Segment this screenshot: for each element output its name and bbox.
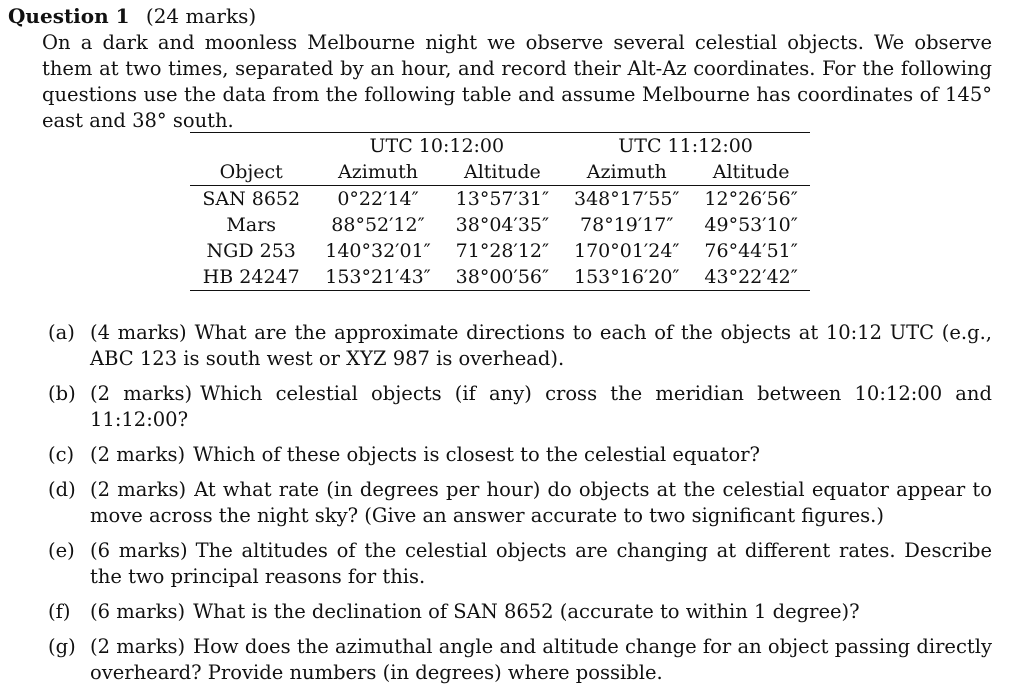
table-row: [190, 238, 810, 264]
subquestion-b: [48, 381, 992, 433]
subquestion-text: What are the approximate directions to each of the objects at 10:12 UTC (e.g., ABC 123 is south west or XYZ 987 is overhead).: [90, 321, 992, 370]
subquestion-letter: (b): [48, 382, 76, 405]
subquestion-marks: (6 marks): [90, 539, 188, 562]
table-row: [190, 212, 810, 238]
subquestion-c: [48, 442, 992, 468]
cell-object: HB 24247: [190, 264, 312, 291]
cell-azimuth-1: 0°22′14″: [312, 186, 443, 213]
subquestion-marks: (4 marks): [90, 321, 187, 344]
subquestion-g: [48, 634, 992, 686]
question-marks: (24 marks): [145, 4, 257, 28]
subquestion-marks: (2 marks): [90, 443, 186, 466]
subquestion-e: [48, 538, 992, 590]
cell-azimuth-2: 348°17′55″: [561, 186, 692, 213]
column-header-object: Object: [219, 161, 283, 183]
cell-altitude-2: 43°22′42″: [692, 264, 810, 291]
subquestion-letter: (a): [48, 321, 75, 344]
cell-azimuth-1: 153°21′43″: [312, 264, 443, 291]
subquestion-text: Which celestial objects (if any) cross the meridian between 10:12:00 and 11:12:00?: [90, 382, 992, 431]
cell-altitude-2: 12°26′56″: [692, 186, 810, 213]
subquestion-list: [48, 320, 992, 695]
cell-altitude-1: 71°28′12″: [455, 240, 550, 262]
column-header-altitude-1: Altitude: [463, 161, 541, 183]
column-header-altitude-2: Altitude: [712, 161, 790, 183]
cell-azimuth-1: 140°32′01″: [325, 240, 431, 262]
subquestion-text: At what rate (in degrees per hour) do objects at the celestial equator appear to move across the night sky? (Give an answer accurate to two significant figures.): [90, 478, 992, 527]
cell-altitude-1: 13°57′31″: [444, 186, 562, 213]
question-title: Question 1: [8, 4, 130, 28]
subquestion-letter: (d): [48, 478, 76, 501]
subquestion-text: How does the azimuthal angle and altitude change for an object passing directly overheard? Provide numbers (in degrees) where possible.: [90, 635, 992, 684]
subquestion-letter: (g): [48, 635, 76, 658]
cell-azimuth-2: 170°01′24″: [573, 240, 680, 262]
cell-object: Mars: [226, 214, 277, 236]
time-header-empty: [190, 133, 312, 160]
table-row: [190, 186, 810, 213]
table-row: [190, 264, 810, 291]
subquestion-d: [48, 477, 992, 529]
cell-object: NGD 253: [206, 240, 296, 262]
column-header-row: [190, 159, 810, 186]
subquestion-text: The altitudes of the celestial objects are changing at different rates. Describe the two principal reasons for this.: [90, 539, 992, 588]
question-intro: On a dark and moonless Melbourne night we observe several celestial objects. We observe them at two times, separated by an hour, and record their Alt-Az coordinates. For the following questions use the data from the following table and assume Melbourne has coordinates of 145° east and 38° south.: [42, 31, 992, 132]
time-header-row: [190, 133, 810, 160]
time-header-first: UTC 10:12:00: [312, 133, 561, 160]
column-header-azimuth-2: Azimuth: [586, 161, 667, 183]
subquestion-letter: (f): [48, 600, 71, 623]
subquestion-marks: (2 marks): [90, 635, 186, 658]
cell-altitude-2: 76°44′51″: [704, 240, 798, 262]
time-header-second: UTC 11:12:00: [561, 133, 810, 160]
observation-table: [190, 132, 810, 291]
subquestion-marks: (6 marks): [90, 600, 186, 623]
cell-altitude-1: 38°04′35″: [455, 214, 550, 236]
cell-azimuth-2: 153°16′20″: [561, 264, 692, 291]
subquestion-text: What is the declination of SAN 8652 (accurate to within 1 degree)?: [193, 600, 860, 623]
subquestion-a: [48, 320, 992, 372]
cell-altitude-2: 49°53′10″: [704, 214, 798, 236]
cell-azimuth-2: 78°19′17″: [580, 214, 674, 236]
subquestion-text: Which of these objects is closest to the celestial equator?: [193, 443, 760, 466]
subquestion-letter: (e): [48, 539, 75, 562]
subquestion-f: [48, 599, 992, 625]
cell-azimuth-1: 88°52′12″: [331, 214, 425, 236]
question-heading: [8, 3, 256, 29]
subquestion-marks: (2 marks): [90, 478, 187, 501]
column-header-azimuth-1: Azimuth: [338, 161, 418, 183]
cell-object: SAN 8652: [190, 186, 312, 213]
subquestion-letter: (c): [48, 443, 75, 466]
cell-altitude-1: 38°00′56″: [444, 264, 562, 291]
subquestion-marks: (2 marks): [90, 382, 193, 405]
